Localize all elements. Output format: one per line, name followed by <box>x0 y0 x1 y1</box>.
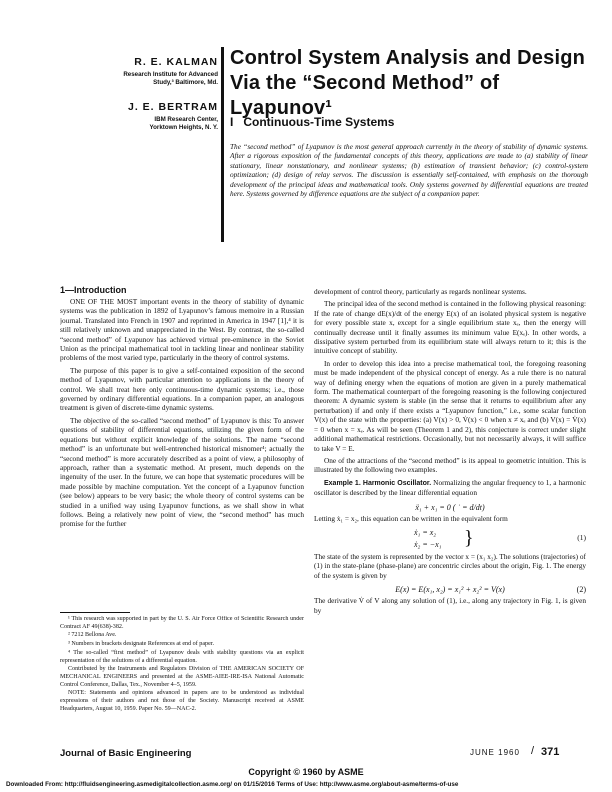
author-1-affil-line1: Research Institute for Advanced <box>123 71 218 78</box>
issue-date: JUNE 1960 <box>470 748 520 757</box>
author-1-name: R. E. KALMAN <box>134 56 218 68</box>
equation-1-line-1: ẋ₁ = x₂ <box>414 527 437 537</box>
paragraph: The state of the system is represented by the vector x = (x₁ x₂). The solutions (trajectories) of (1) in the state-plane (phase-plane) are concentric circles about the origin, Fig. 1. The energy of the system is given by <box>314 551 586 580</box>
slash: / <box>531 745 535 757</box>
page-number: 371 <box>541 746 560 758</box>
equation-1-line-2: ẋ₂ = −x₁ <box>414 539 442 549</box>
right-column-body <box>314 287 586 729</box>
footnote: ² 7212 Bellona Ave. <box>68 632 117 639</box>
author-1-affil-line2: Study,³ Baltimore, Md. <box>153 79 218 86</box>
author-1-affiliation <box>60 71 218 87</box>
paragraph: One of the attractions of the “second method” is its appeal to geometric intuition. This is illustrated by the following two examples. <box>314 455 586 475</box>
footnote: ⁴ The so-called “first method” of Lyapunov deals with stability questions via an explicit representation of the solutions of a differential equation. <box>60 649 304 664</box>
paragraph: The purpose of this paper is to give a self-contained exposition of the second method of Lyapunov, with particular attention to applications in the theory of control. We shall treat here only continuous-time dynamic systems; i.e., those governed by ordinary differential equations. In a companion paper, an analogous treatment is given of discrete-time dynamic systems. <box>60 365 304 413</box>
footnote: Contributed by the Instruments and Regulators Division of THE AMERICAN SOCIETY OF MECHANICAL ENGINEERS and presented at the ASME-AIEE-IRE-ISA National Automatic Control Conference, Dallas, Tex., November 4–5, 1959. <box>60 666 304 688</box>
example-label: Example 1. Harmonic Oscillator. <box>324 479 432 487</box>
equation-1-number: (1) <box>577 532 586 542</box>
title-line-2: Via the “Second Method” of Lyapunov¹ <box>230 72 500 119</box>
brace: } <box>464 526 474 549</box>
download-notice: Downloaded From: http://fluidsengineering.asmedigitalcollection.asme.org/ on 01/15/2016 Terms of Use: http://www.asme.org/about-asme/terms-of-use <box>6 781 459 788</box>
footnote: ¹ This research was supported in part by the U. S. Air Force Office of Scientific Research under Contract AF 49(638)-382. <box>60 616 304 630</box>
title-line-1: Control System Analysis and Design <box>230 47 586 69</box>
paragraph: ONE OF THE MOST important events in the theory of stability of dynamic systems was the publication in 1892 of Lyapunov’s famous memoire in a Russian journal. Translated into French in 1907 and reprinted in America in 1947 [1],⁴ it is still relatively unknown and unappreciated in the West. By contrast, the so-called “second method” of Lyapunov has achieved virtual pre-eminence in the Soviet Union as the principal mathematical tool in tackling linear and nonlinear stability problems of the most varied type, particularly in the theory of control systems. <box>60 297 304 363</box>
paragraph: The objective of the so-called “second method” of Lyapunov is this: To answer questions of stability of differential equations, utilizing the given form of the equations but without explicit knowledge of the solutions. The name “second method” is an unfortunate but well-entrenched historical misnomer⁴; actually the “second method” is more accurately described as a point of view, a philosophy of approach, rather than a systematic method. At present, much depends on the ingenuity of the user. In the future, we can hope that systematic procedures will be made possible by machine computation. Yet the concept of a Lyapunov function (see below) appears to be very basic; the whole theory of control systems can be studied in a unified way using Lyapunov functions, as we shall show in what follows. Being a relatively new point of view, the “second method” has much promise for the further <box>60 415 304 529</box>
journal-name: Journal of Basic Engineering <box>60 748 192 759</box>
author-2-affil-line1: IBM Research Center, <box>154 116 218 123</box>
paragraph: In order to develop this idea into a precise mathematical tool, the foregoing reasoning must be made independent of the physical concept of energy. As a rule there is no natural way of defining energy when the equations of motion are given in a purely mathematical form. The mathematical counterpart of the foregoing reasoning is the following conjectured theorem: A dynamic system is stable (in the sense that it returns to equilibrium after any perturbation) if and only if there exists a “Lyapunov function,” i.e., some scalar function V(x) of the state with the properties: (a) V(x) > 0, V̇(x) < 0 when x ≠ xₑ and (b) V(x) = V̇(x) = 0 when x = xₑ. As will be seen (Theorem 1 and 2), this conjecture is correct under slight additional mathematical restrictions. Occasionally, but not necessarily always, it will suffice to take V = E. <box>314 358 586 453</box>
example-text: Normalizing the angular frequency to 1, a harmonic oscillator is described by the linear differential equation <box>314 477 586 498</box>
paragraph: The derivative V̇ of V along any solution of (1), i.e., along any trajectory in Fig. 1, is given by <box>314 596 586 615</box>
title-divider-bar <box>221 47 224 242</box>
author-2-affiliation <box>60 116 218 132</box>
equation-2 <box>314 583 586 596</box>
equation-oscillator: ẍ₁ + x₁ = 0 ( ˙ = d/dt) <box>415 502 485 512</box>
footnote: ³ Numbers in brackets designate References at end of paper. <box>68 641 214 648</box>
left-column-body <box>60 297 304 603</box>
abstract: The “second method” of Lyapunov is the most general approach currently in the theory of stability of dynamic systems. After a rigorous exposition of the fundamental concepts of this theory, applications are made to (a) stability of linear stationary, linear nonstationary, and nonlinear systems; (b) estimation of transient behavior; (c) control-system optimization; (d) design of relay servos. The discussion is essentially self-contained, with emphasis on the thorough development of the principal ideas and mathematical tools. Only systems governed by differential equations are treated here. Systems governed by difference equations are the subject of a companion paper. <box>230 142 588 199</box>
equation-2-body: E(x) = E(x₁, x₂) = x₁² + x₂² = V(x) <box>395 585 505 595</box>
author-2-name: J. E. BERTRAM <box>127 101 218 113</box>
author-2-affil-line2: Yorktown Heights, N. Y. <box>149 124 218 131</box>
equation-2-number: (2) <box>576 585 586 595</box>
footnotes <box>60 616 304 722</box>
copyright: Copyright © 1960 by ASME <box>248 767 364 777</box>
paragraph: The principal idea of the second method is contained in the following physical reasoning: If the rate of change dE(x)/dt of the energy E(x) of an isolated physical system is negative for every possible state x, except for a single equilibrium state xₑ, then the energy will continually decrease until it finally assumes its minimum value E(xₑ). In other words, a dissipative system perturbed from its equilibrium state will always return to it; this is the intuitive concept of stability. <box>314 299 586 356</box>
paper-title <box>230 46 590 121</box>
paragraph: Letting ẋ₁ = x₂, this equation can be written in the equivalent form <box>314 513 508 523</box>
footnote: NOTE: Statements and opinions advanced in papers are to be understood as individual expressions of their authors and not those of the Society. Manuscript received at ASME Headquarters, August 10, 1959. Paper No. 59—NAC-2. <box>60 690 304 712</box>
footnote-rule <box>60 612 130 613</box>
equation-1 <box>314 526 586 552</box>
section-heading: 1—Introduction <box>60 285 127 295</box>
paragraph: development of control theory, particularly as regards nonlinear systems. <box>314 287 527 296</box>
paper-subtitle: I Continuous-Time Systems <box>230 115 395 129</box>
example-paragraph <box>314 478 586 498</box>
